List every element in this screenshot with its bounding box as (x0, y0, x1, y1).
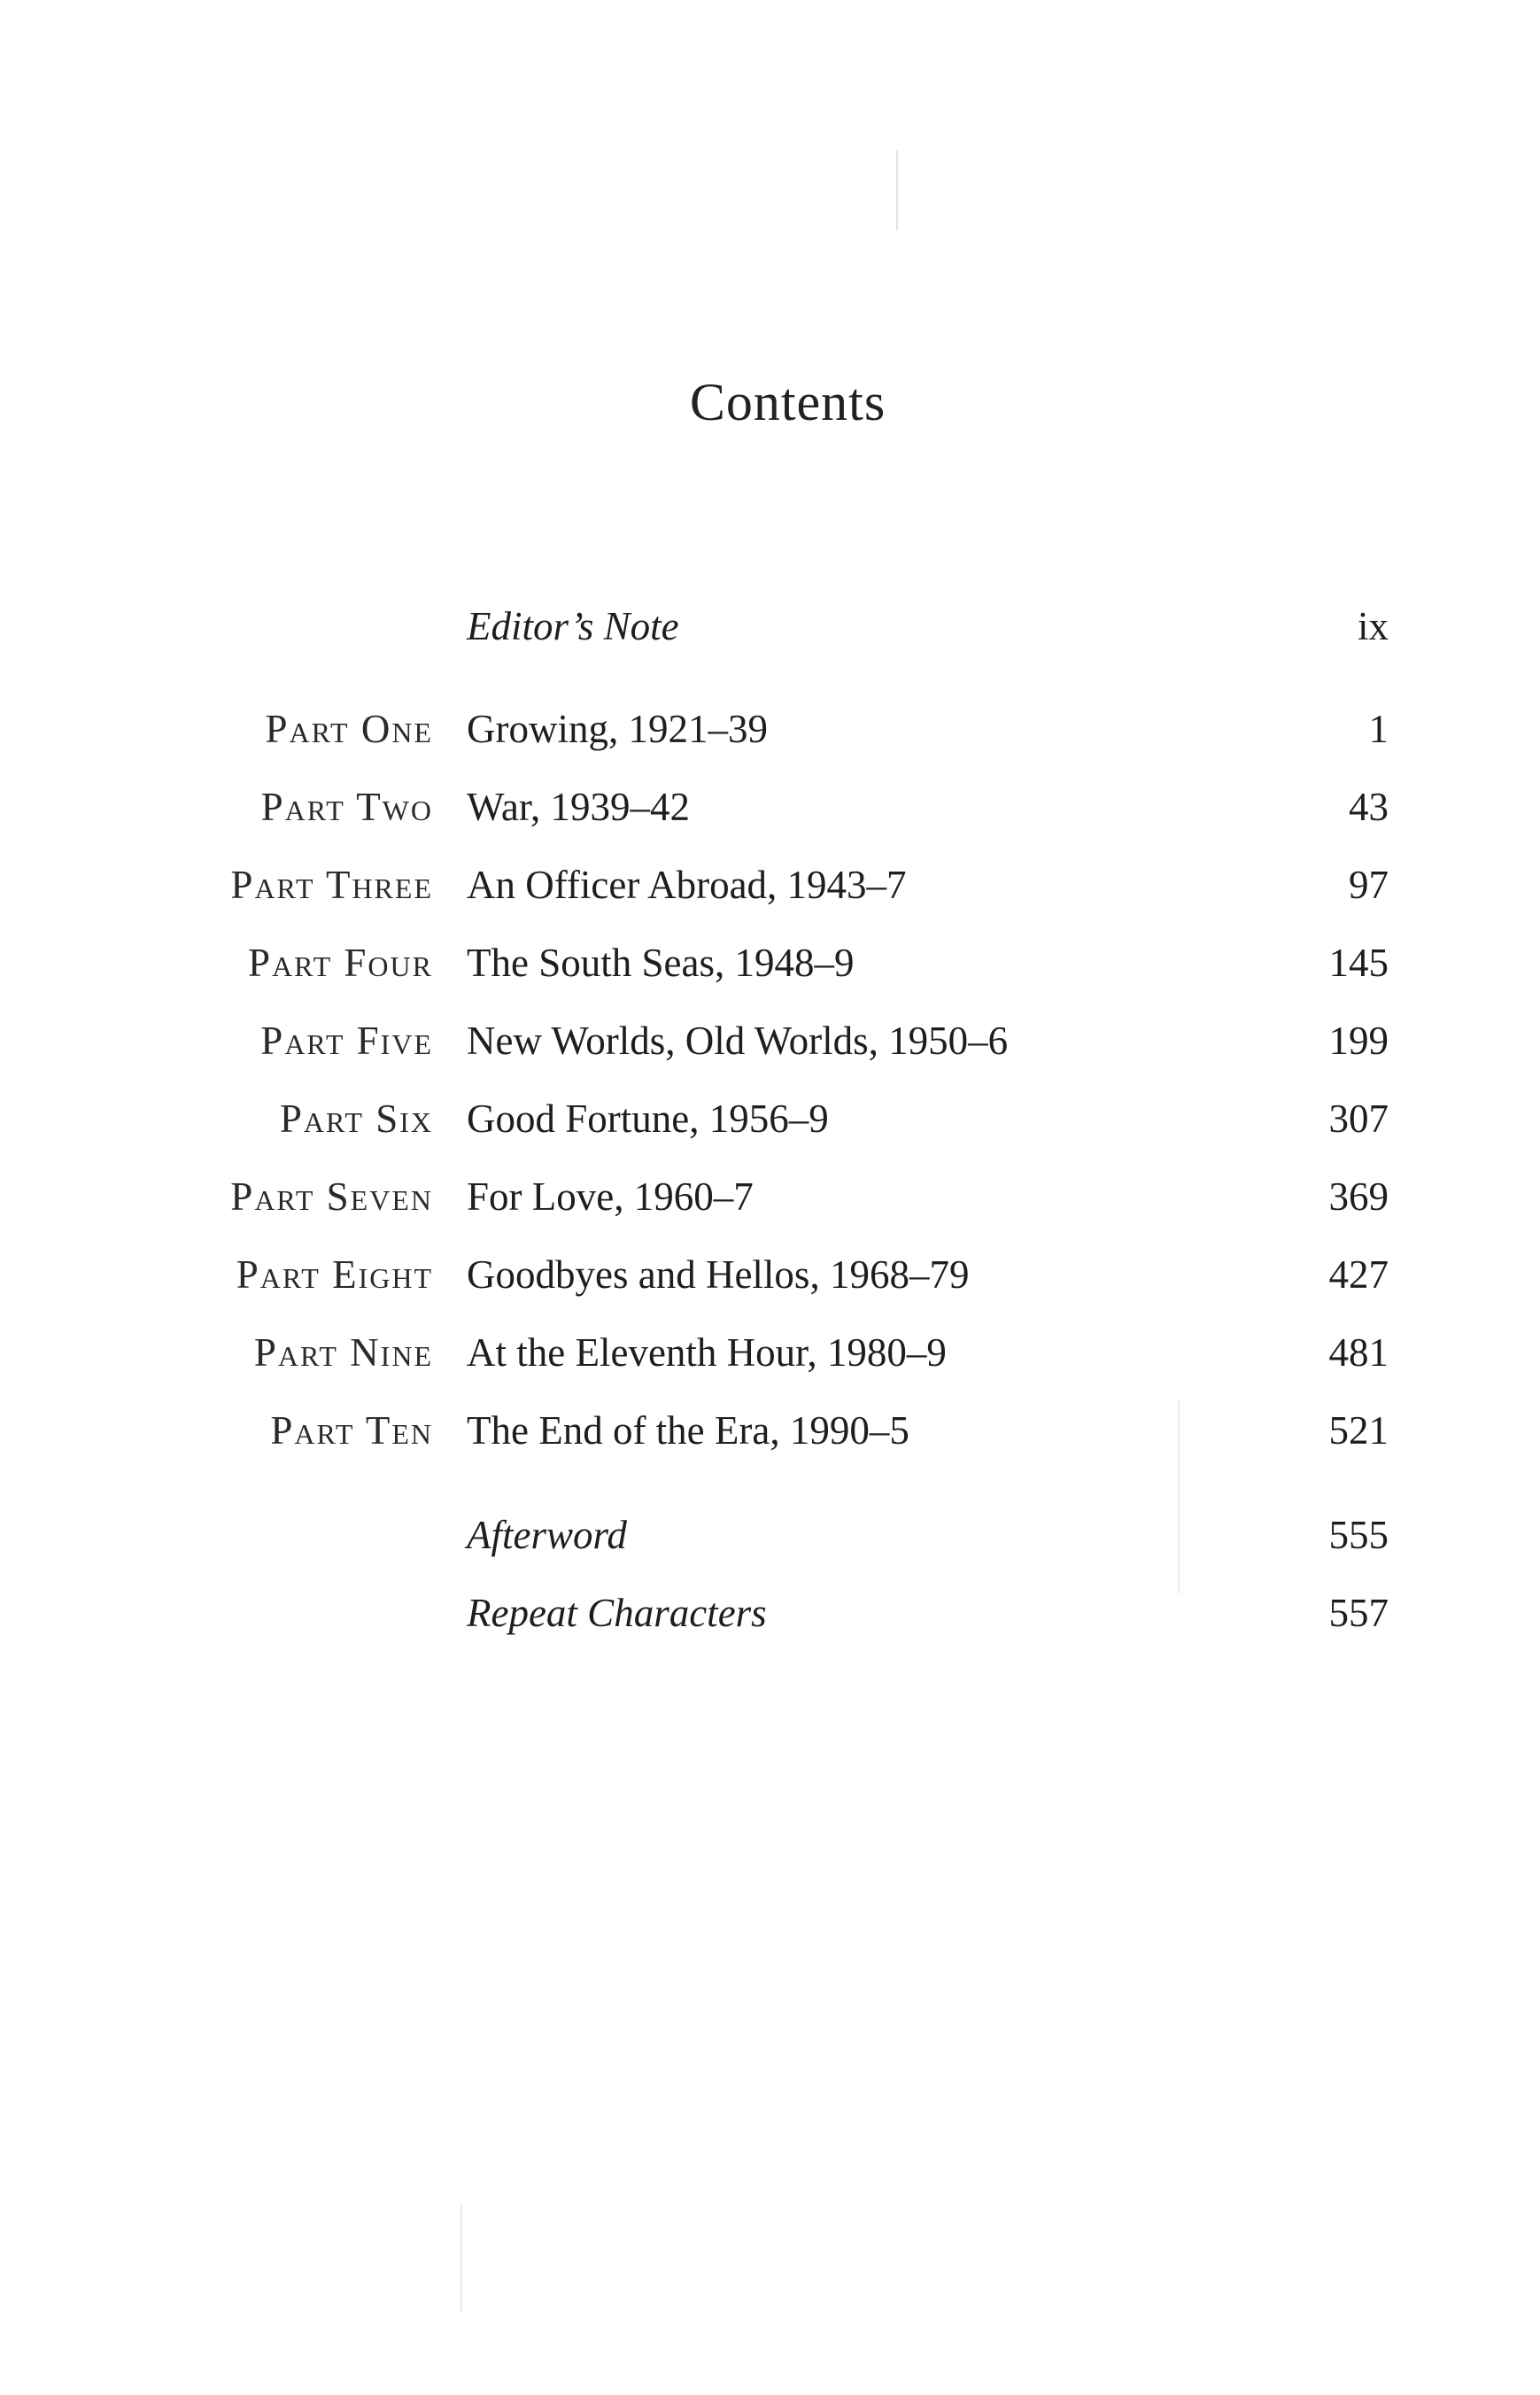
toc-entry-afterword[interactable] (0, 1504, 1540, 1566)
entry-title: War, 1939–42 (467, 785, 691, 829)
part-label: Part Seven (230, 1174, 433, 1219)
entry-title: The South Seas, 1948–9 (467, 941, 855, 985)
entry-title: At the Eleventh Hour, 1980–9 (467, 1330, 947, 1375)
page-number: 427 (1328, 1252, 1389, 1297)
page-number: 97 (1349, 863, 1389, 907)
page-number: ix (1357, 604, 1389, 648)
entry-title: Good Fortune, 1956–9 (467, 1097, 829, 1141)
page-number: 199 (1328, 1019, 1389, 1063)
entry-title: Editor’s Note (467, 604, 679, 648)
page-number: 555 (1328, 1513, 1389, 1557)
toc-entry-part-four[interactable] (0, 932, 1540, 994)
toc-entry-editors-note[interactable] (0, 595, 1540, 657)
page-number: 481 (1328, 1330, 1389, 1375)
toc-entry-repeat-characters[interactable] (0, 1582, 1540, 1644)
page-number: 1 (1368, 707, 1389, 751)
toc-entry-part-three[interactable] (0, 854, 1540, 916)
page-number: 521 (1328, 1408, 1389, 1453)
toc-entry-part-six[interactable] (0, 1088, 1540, 1150)
entry-title: Growing, 1921–39 (467, 707, 768, 751)
entry-title: Goodbyes and Hellos, 1968–79 (467, 1252, 970, 1297)
page-number: 557 (1328, 1591, 1389, 1635)
part-label: Part Six (279, 1097, 433, 1141)
part-label: Part Nine (253, 1330, 433, 1375)
page-number: 369 (1328, 1174, 1389, 1219)
entry-title: Afterword (467, 1513, 627, 1557)
scan-mark (460, 2205, 462, 2312)
entry-title: The End of the Era, 1990–5 (467, 1408, 909, 1453)
entry-title: For Love, 1960–7 (467, 1174, 754, 1219)
part-label: Part Two (260, 785, 433, 829)
part-label: Part Eight (236, 1252, 433, 1297)
toc-entry-part-one[interactable] (0, 698, 1540, 760)
toc-entry-part-seven[interactable] (0, 1166, 1540, 1228)
part-label: Part Ten (270, 1408, 433, 1453)
page-number: 145 (1328, 941, 1389, 985)
toc-entry-part-nine[interactable] (0, 1322, 1540, 1384)
toc-entry-part-eight[interactable] (0, 1244, 1540, 1306)
part-label: Part Four (248, 941, 433, 985)
page-number: 43 (1349, 785, 1389, 829)
entry-title: New Worlds, Old Worlds, 1950–6 (467, 1019, 1009, 1063)
entry-title: Repeat Characters (467, 1591, 767, 1635)
entry-title: An Officer Abroad, 1943–7 (467, 863, 907, 907)
part-label: Part Five (260, 1019, 433, 1063)
part-label: Part One (265, 707, 433, 751)
toc-entry-part-two[interactable] (0, 776, 1540, 838)
scan-mark (896, 151, 898, 230)
page-title: Contents (689, 373, 886, 431)
toc-entry-part-five[interactable] (0, 1010, 1540, 1072)
page-number: 307 (1328, 1097, 1389, 1141)
part-label: Part Three (230, 863, 433, 907)
toc-entry-part-ten[interactable] (0, 1399, 1540, 1461)
